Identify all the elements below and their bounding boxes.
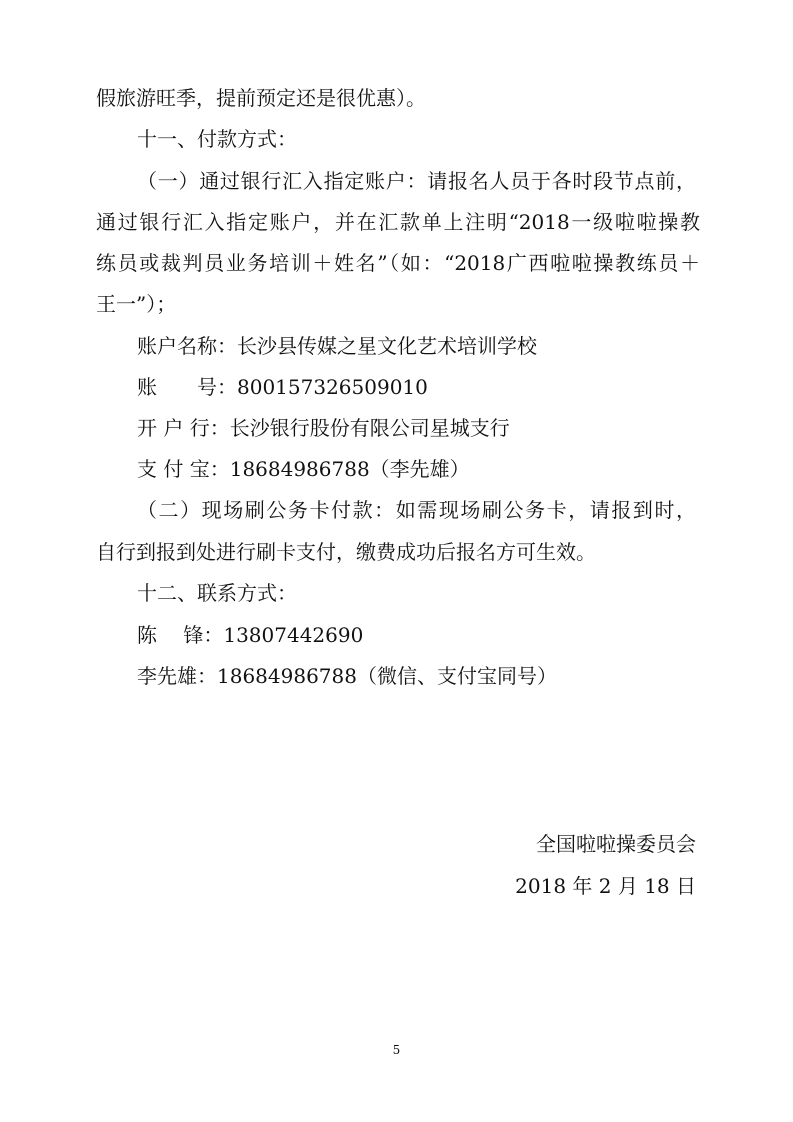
payment-option-2-line-2: 自行到报到处进行刷卡支付，缴费成功后报名方可生效。: [96, 540, 596, 564]
account-number: 账 号：800157326509010: [137, 375, 428, 399]
section-heading-payment: 十一、付款方式：: [137, 127, 297, 151]
payment-option-1-line-1: （一）通过银行汇入指定账户：请报名人员于各时段节点前，: [137, 169, 696, 193]
account-name: 账户名称：长沙县传媒之星文化艺术培训学校: [137, 334, 537, 358]
paragraph-continuation: 假旅游旺季，提前预定还是很优惠）。: [96, 86, 426, 110]
signature-date: 2018 年 2 月 18 日: [515, 874, 696, 898]
payment-option-2-line-1: （二）现场刷公务卡付款：如需现场刷公务卡，请报到时，: [137, 498, 696, 522]
payment-option-1-line-4: 王一”）；: [96, 292, 177, 316]
page-number: 5: [392, 1043, 401, 1057]
contact-li-xianxiong: 李先雄：18684986788（微信、支付宝同号）: [137, 664, 557, 688]
signature-organization: 全国啦啦操委员会: [536, 832, 696, 856]
payment-option-1-line-2: 通过银行汇入指定账户，并在汇款单上注明“2018一级啦啦操教: [96, 210, 700, 234]
payment-option-1-line-3: 练员或裁判员业务培训＋姓名”（如：“2018广西啦啦操教练员＋: [96, 251, 700, 275]
account-bank: 开 户 行：长沙银行股份有限公司星城支行: [137, 416, 510, 440]
alipay-account: 支 付 宝：18684986788（李先雄）: [137, 457, 470, 481]
contact-chen-feng: 陈 锋：13807442690: [137, 623, 364, 647]
section-heading-contact: 十二、联系方式：: [137, 581, 297, 605]
